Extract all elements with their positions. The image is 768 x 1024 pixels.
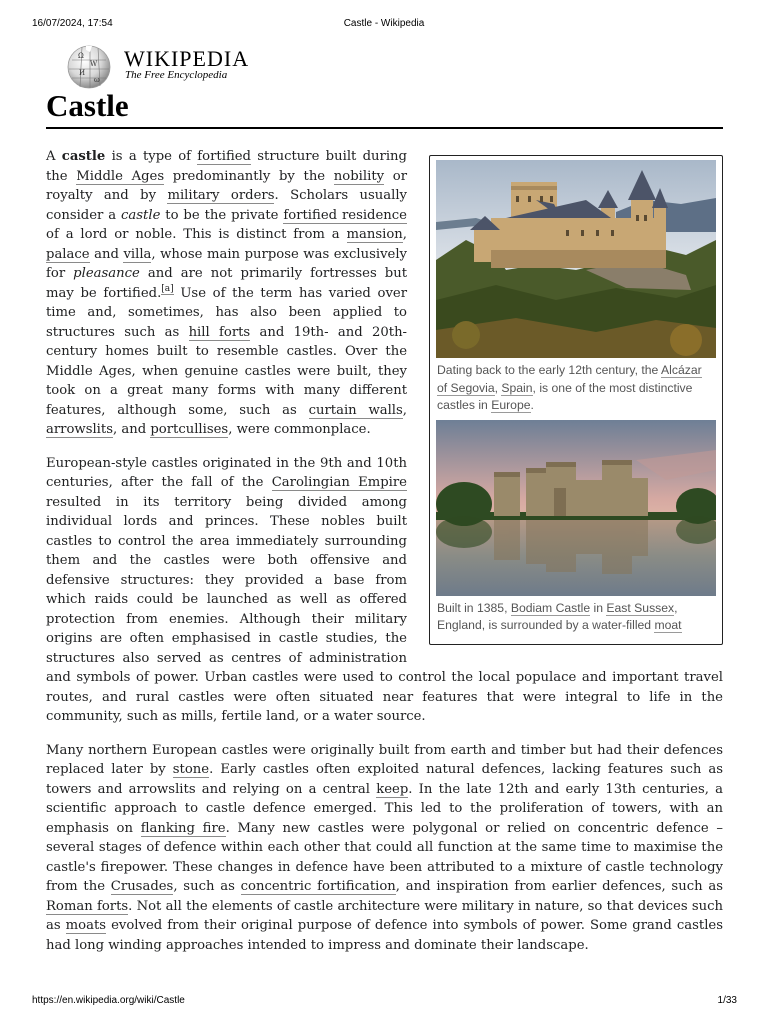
wikipedia-globe-icon: [64, 42, 114, 90]
text: Use of the term has varied over time and, sometimes, has also been applied to structures such as: [46, 285, 407, 340]
text: and 19th- and 20th-century homes built to resemble castles. Over the Middle Ages, when genuine castles were built, they took on a great many forms with many different features, although some, such as: [46, 324, 408, 418]
text: , were commonplace.: [228, 422, 371, 437]
link-stone[interactable]: stone: [172, 762, 210, 777]
link-military-orders[interactable]: military orders: [167, 188, 275, 203]
caption-text: in: [590, 600, 607, 615]
link-moats[interactable]: moats: [65, 918, 107, 933]
caption-text: Built in 1385,: [437, 600, 511, 615]
alcazar-of-segovia-photo[interactable]: [436, 160, 716, 358]
text: , whose main purpose was exclusively for: [46, 246, 407, 281]
link-keep[interactable]: keep: [376, 781, 409, 797]
link-moat[interactable]: moat: [654, 618, 682, 632]
link-villa[interactable]: villa: [123, 246, 152, 262]
wikipedia-tagline: The Free Encyclopedia: [125, 69, 228, 81]
link-alcazar-of-segovia[interactable]: Alcázar of Segovia: [437, 363, 702, 395]
wikipedia-wordmark: WIKIPEDIA: [124, 46, 250, 71]
text: predominantly by the: [164, 168, 334, 184]
alcazar-caption: [434, 358, 718, 420]
text: European-style castles originated in the 9th and 10th centuries, after the fall of the: [46, 455, 407, 490]
text: , and inspiration from earlier defences, such as: [395, 879, 723, 894]
text: . Many new castles were polygonal or relied on concentric defence – several stages of defence within each other that could all function at the same time to maximise the castle's firepower. These changes in defence have been attributed to a mixture of castle technology from the: [46, 820, 723, 894]
print-url: https://en.wikipedia.org/wiki/Castle: [32, 995, 185, 1006]
text: . Scholars usually consider a: [46, 188, 407, 223]
wikipedia-logo[interactable]: [64, 42, 264, 92]
print-page-title: Castle - Wikipedia: [343, 18, 425, 29]
svg-text:Ω: Ω: [78, 52, 84, 60]
link-east-sussex[interactable]: East Sussex: [606, 600, 675, 615]
link-fortified[interactable]: fortified: [197, 149, 251, 164]
link-hill-forts[interactable]: hill forts: [188, 324, 251, 340]
text: . Not all the elements of castle architecture were military in nature, so that devices such as: [46, 898, 723, 933]
caption-text: .: [530, 398, 534, 412]
text: evolved from their original purpose of defence into symbols of power. Some grand castles had long winding approaches intended to impress and dominate their landscape.: [46, 918, 723, 953]
italic-castle: castle: [121, 207, 161, 223]
footnote-a[interactable]: [a]: [161, 284, 174, 295]
svg-text:ω: ω: [94, 76, 100, 84]
text: Many northern European castles were originally built from earth and timber but had their defences replaced later by: [46, 742, 723, 777]
link-arrowslits[interactable]: arrowslits: [46, 422, 113, 437]
link-spain[interactable]: Spain: [501, 380, 533, 395]
caption-text: ,: [494, 380, 502, 395]
link-curtain-walls[interactable]: curtain walls: [308, 402, 403, 418]
print-footer: [0, 995, 768, 1009]
bodiam-castle-photo[interactable]: [436, 420, 716, 596]
svg-text:И: И: [79, 69, 86, 77]
text: ,: [402, 227, 407, 242]
link-palace[interactable]: palace: [46, 246, 90, 262]
text: and are not primarily fortresses but may be fortified.: [46, 266, 407, 301]
svg-text:W: W: [90, 60, 98, 68]
link-carolingian-empire[interactable]: Carolingian Empire: [271, 475, 407, 490]
text: and: [89, 246, 124, 262]
link-crusades[interactable]: Crusades: [110, 879, 174, 894]
print-page-number: 1/33: [717, 995, 737, 1006]
caption-text: , is one of the most distinctive castles in: [437, 380, 693, 412]
link-portcullises[interactable]: portcullises: [150, 422, 229, 437]
link-middle-ages[interactable]: Middle Ages: [76, 168, 165, 184]
text: is a type of: [105, 149, 198, 164]
text: , and: [112, 422, 151, 437]
print-datetime: 16/07/2024, 17:54: [32, 18, 113, 29]
text: , such as: [173, 879, 241, 894]
bold-castle: castle: [61, 149, 106, 164]
text: structure built during the: [46, 149, 407, 184]
paragraph-defences: [46, 741, 723, 956]
italic-pleasance: pleasance: [73, 266, 140, 281]
caption-text: Dating back to the early 12th century, the: [437, 363, 662, 377]
article-body: [46, 147, 723, 969]
page-title: Castle: [46, 88, 129, 123]
text: resulted in its territory being divided among individual lords and princes. These nobles built castles to control the area immediately surrounding them and the castles were both offensive and defensive structures: they provided a base from which raids could be launched as well as offered protection from enemies. Although their military origins are often emphasised in castle studies, the structures also served as centres of administration and symbols of power. Urban castles were used to control the local populace and important travel routes, and rural castles were often situated near features that were integral to life in the community, such as mills, fertile land, or a water source.: [46, 494, 723, 724]
text: ,: [402, 402, 407, 418]
text: or royalty and by: [46, 168, 407, 203]
text: to be the private: [160, 207, 284, 223]
link-bodiam-castle[interactable]: Bodiam Castle: [510, 600, 591, 615]
link-mansion[interactable]: mansion: [346, 227, 403, 242]
link-roman-forts[interactable]: Roman forts: [46, 898, 129, 914]
link-concentric-fortification[interactable]: concentric fortification: [240, 879, 396, 894]
text: . In the late 12th and early 13th centuries, a scientific approach to castle defence emerged. This led to the proliferation of towers, with an emphasis on: [46, 781, 724, 836]
figure-alcazar: [429, 155, 723, 645]
print-header: [0, 18, 768, 32]
link-flanking-fire[interactable]: flanking fire: [140, 820, 226, 836]
text: A: [46, 149, 62, 164]
caption-text: , England, is surrounded by a water-filled: [437, 600, 678, 632]
title-divider: [46, 127, 723, 129]
text: . Early castles often exploited natural defences, lacking features such as towers and arrowslits and relying on a central: [46, 762, 724, 797]
link-fortified-residence[interactable]: fortified residence: [283, 207, 407, 223]
link-europe[interactable]: Europe: [491, 398, 531, 412]
bodiam-caption: [434, 596, 718, 640]
link-nobility[interactable]: nobility: [333, 168, 385, 184]
text: of a lord or noble. This is distinct from a: [46, 227, 347, 242]
